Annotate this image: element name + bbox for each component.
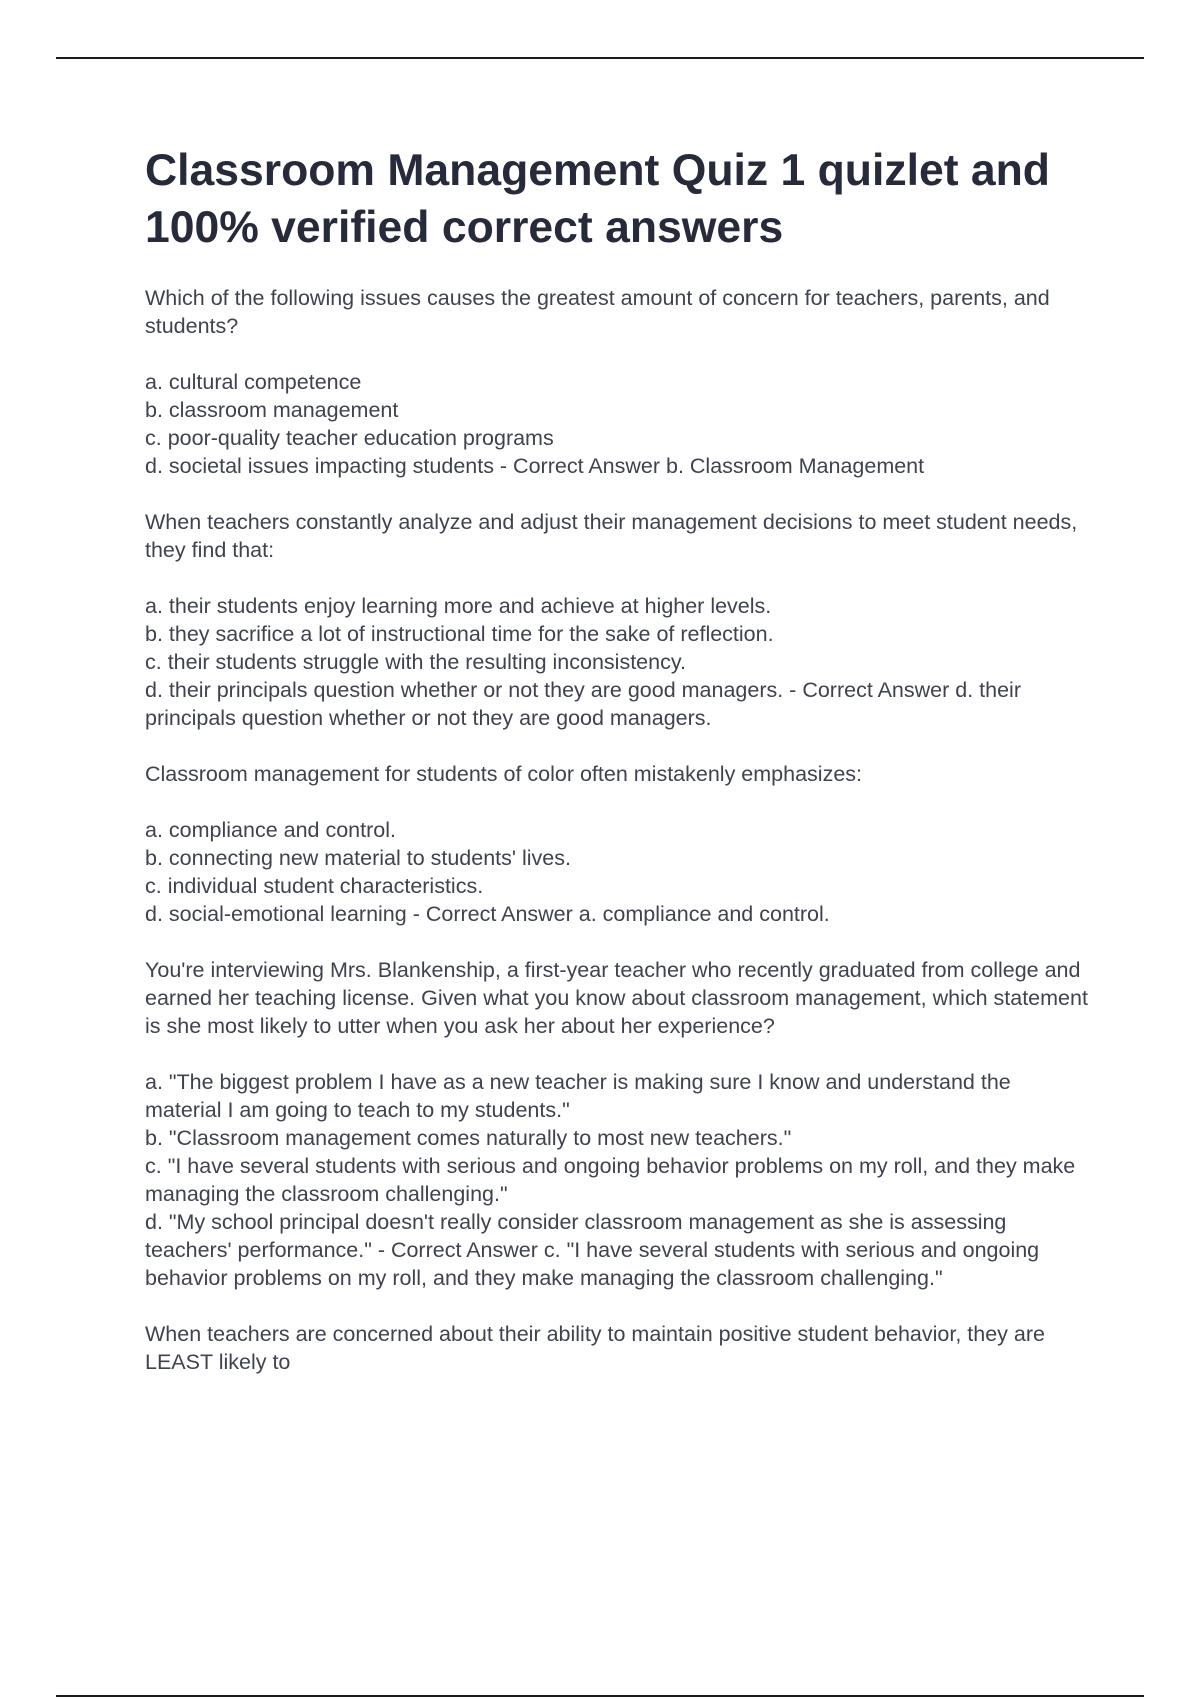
question-4-prompt: You're interviewing Mrs. Blankenship, a first-year teacher who recently graduated from college and earned her teaching license. Given what you know about classroom management, which statement is she most likely to utter when you ask her about her experience? (145, 958, 1088, 1038)
question-3-prompt: Classroom management for students of color often mistakenly emphasizes: (145, 762, 862, 786)
question-1-options: a. cultural competence b. classroom management c. poor-quality teacher education programs d. societal issues impacting students - Correct Answer b. Classroom Management (145, 370, 925, 478)
document-body (145, 142, 1090, 1404)
document-title: Classroom Management Quiz 1 quizlet and 100% verified correct answers (145, 146, 1050, 252)
question-3-options: a. compliance and control. b. connecting new material to students' lives. c. individual student characteristics. d. social-emotional learning - Correct Answer a. compliance and control. (145, 818, 830, 926)
header-rule (56, 57, 1144, 59)
footer-rule (56, 1695, 1144, 1697)
question-5-prompt: When teachers are concerned about their ability to maintain positive student behavior, they are LEAST likely to (145, 1322, 1045, 1374)
question-1-prompt: Which of the following issues causes the greatest amount of concern for teachers, parents, and students? (145, 286, 1050, 338)
question-2-options: a. their students enjoy learning more and achieve at higher levels. b. they sacrifice a lot of instructional time for the sake of reflection. c. their students struggle with the resulting inconsistency. d. their principals question whether or not they are good managers. - Correct Answer d. their principals question whether or not they are good managers. (145, 594, 1021, 730)
question-4-options: a. "The biggest problem I have as a new teacher is making sure I know and understand the material I am going to teach to my students." b. "Classroom management comes naturally to most new teachers." c. "I have several students with serious and ongoing behavior problems on my roll, and they make managing the classroom challenging." d. "My school principal doesn't really consider classroom management as she is assessing teachers' performance." - Correct Answer c. "I have several students with serious and ongoing behavior problems on my roll, and they make managing the classroom challenging." (145, 1070, 1076, 1290)
question-2-prompt: When teachers constantly analyze and adjust their management decisions to meet student needs, they find that: (145, 510, 1078, 562)
